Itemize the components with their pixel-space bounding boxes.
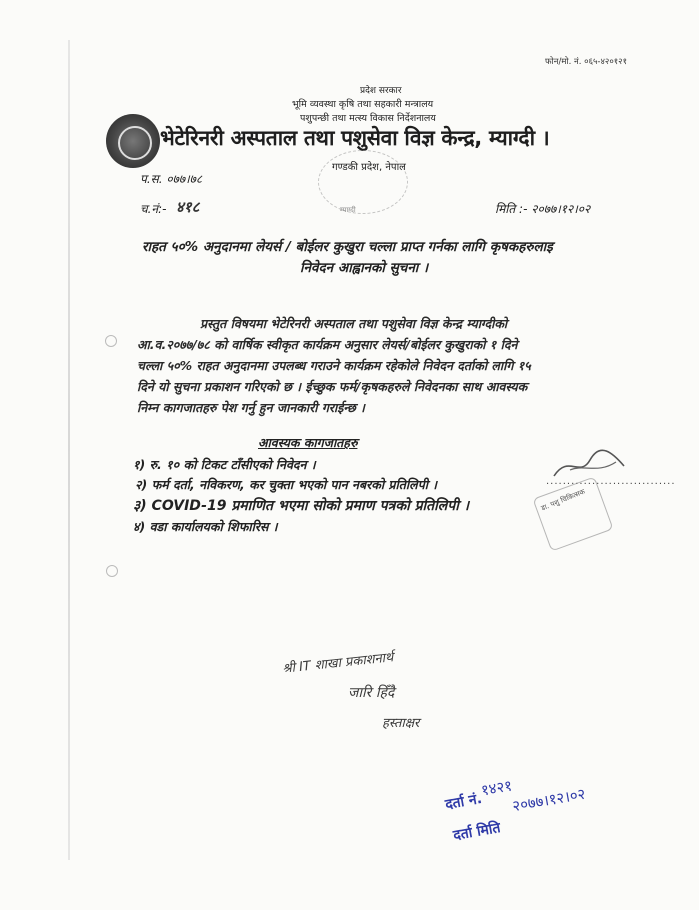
body-line: चल्ला ५०% राहत अनुदानमा उपलब्ध गराउने कार्यक्रम रहेकोले निवेदन दर्ताको लागि १५ (137, 358, 531, 373)
body-line: प्रस्तुत विषयमा भेटेरिनरी अस्पताल तथा पशुसेवा विज्ञ केन्द्र म्याग्दीको (200, 316, 508, 331)
handwritten-note-3: हस्ताक्षर (382, 716, 420, 731)
requirement-item: २) फर्म दर्ता, नविकरण, कर चुक्ता भएको पान नबरको प्रतिलिपी । (135, 477, 438, 492)
page-edge (68, 40, 70, 860)
office-phone: फोन/मो. नं. ०६५-४२०१२१ (545, 57, 627, 67)
body-line: आ.व.२०७७/७८ को वार्षिक स्वीकृत कार्यक्रम अनुसार लेयर्स/बोईलर कुखुराको १ दिने (137, 337, 518, 352)
handwritten-note-1: श्री IT शाखा प्रकाशनार्थ (281, 650, 395, 677)
darta-date-value: २०७७।१२।०२ (510, 784, 587, 816)
office-address: गण्डकी प्रदेश, नेपाल (332, 162, 406, 173)
subject-line-1: राहत ५०% अनुदानमा लेयर्स / बोईलर कुखुरा चल्ला प्राप्त गर्नका लागि कृषकहरुलाइ (142, 239, 553, 255)
requirement-item: ४) वडा कार्यालयको शिफारिस । (133, 519, 278, 534)
darta-number-label: दर्ता नं. (443, 790, 484, 814)
officer-stamp (532, 476, 613, 551)
chalani-number: ४१८ (176, 198, 200, 216)
darta-number-value: १४२१ (479, 776, 514, 800)
seal-text: म्याग्दी (340, 206, 356, 214)
requirement-item: ३) COVID-19 प्रमाणित भएमा सोको प्रमाण पत्रको प्रतिलिपी । (133, 498, 470, 514)
body-line: निम्न कागजातहरु पेश गर्नु हुन जानकारी गराईन्छ । (137, 400, 365, 415)
gov-line-3: पशुपन्छी तथा मत्स्य विकास निर्देशनालय (300, 113, 436, 124)
nepal-emblem-icon (106, 114, 160, 168)
patra-sankhya: प.स. ०७७।७८ (140, 172, 203, 186)
stamp-text: डा. पशु चिकित्सक (540, 487, 587, 513)
handwritten-note-2: जारि हिँदै (348, 685, 395, 701)
darta-date-label: दर्ता मिति (452, 819, 502, 844)
requirements-heading: आवस्यक कागजातहरु (258, 435, 358, 450)
office-seal (318, 150, 408, 214)
punch-hole (105, 335, 117, 347)
chalani-label: च.नं:- (140, 202, 167, 216)
body-line: दिने यो सुचना प्रकाशन गरिएको छ । ईच्छुक फर्म/कृषकहरुले निवेदनका साथ आवस्यक (137, 379, 528, 394)
signature-line: ............................... (546, 476, 676, 487)
gov-line-1: प्रदेश सरकार (360, 86, 402, 96)
gov-line-2: भूमि व्यवस्था कृषि तथा सहकारी मन्त्रालय (292, 99, 434, 110)
punch-hole (106, 565, 118, 577)
requirement-item: १) रु. १० को टिकट टाँसीएको निवेदन । (133, 457, 316, 472)
letter-date: मिति :- २०७७।१२।०२ (495, 202, 591, 216)
office-title: भेटेरिनरी अस्पताल तथा पशुसेवा विज्ञ केन्द्र, म्याग्दी । (160, 126, 550, 150)
subject-line-2: निवेदन आह्वानको सुचना । (300, 260, 429, 276)
